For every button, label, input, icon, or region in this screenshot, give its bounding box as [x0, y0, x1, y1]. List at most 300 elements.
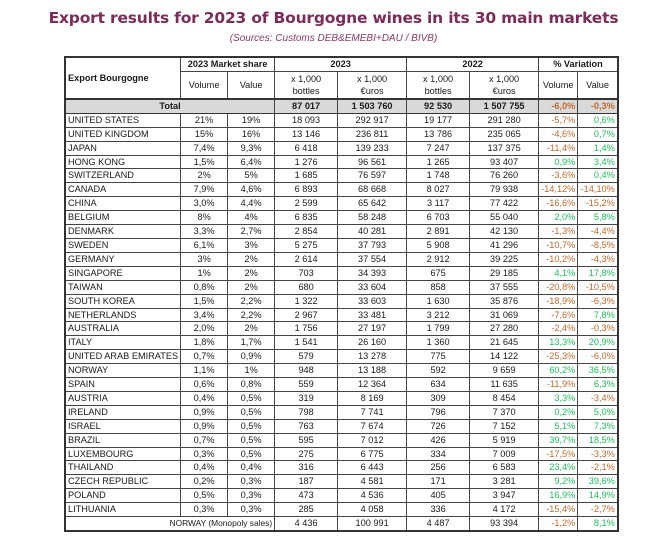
euros-2023: 33 481	[338, 308, 407, 322]
country-name: UNITED ARAB EMIRATES	[65, 350, 181, 364]
table-row	[65, 252, 618, 266]
share-value: 0,4%	[228, 461, 275, 475]
euros-2022: 137 375	[470, 141, 539, 155]
share-volume: 0,3%	[181, 503, 228, 517]
euros-2023: 6 775	[338, 447, 407, 461]
variation-value: -0,3%	[578, 322, 618, 336]
share-volume: 1,1%	[181, 364, 228, 378]
bottles-2022: 8 027	[407, 183, 470, 197]
table-row	[65, 238, 618, 252]
total-variation-value: -0,3%	[578, 99, 618, 113]
variation-value: 39,6%	[578, 475, 618, 489]
variation-value: 0,6%	[578, 113, 618, 127]
euros-2022: 4 172	[470, 503, 539, 517]
euros-2022: 31 069	[470, 308, 539, 322]
footer-euros-2022: 93 394	[470, 517, 539, 531]
share-volume: 3,3%	[181, 225, 228, 239]
euros-2022: 11 635	[470, 378, 539, 392]
table-row	[65, 169, 618, 183]
share-volume: 2,0%	[181, 322, 228, 336]
share-value: 2,7%	[228, 225, 275, 239]
bottles-2023: 703	[275, 266, 338, 280]
variation-value: 6,3%	[578, 378, 618, 392]
euros-2022: 8 454	[470, 391, 539, 405]
bottles-2023: 285	[275, 503, 338, 517]
country-name: DENMARK	[65, 225, 181, 239]
total-label: Total	[65, 99, 275, 113]
variation-volume: -5,7%	[539, 113, 578, 127]
bottles-2023: 1 756	[275, 322, 338, 336]
share-value: 2%	[228, 266, 275, 280]
table-row	[65, 405, 618, 419]
share-volume: 6,1%	[181, 238, 228, 252]
share-value: 0,8%	[228, 378, 275, 392]
euros-2022: 291 280	[470, 113, 539, 127]
share-value: 1,7%	[228, 336, 275, 350]
variation-volume: -1,3%	[539, 225, 578, 239]
bottles-2022: 334	[407, 447, 470, 461]
euros-2022: 35 876	[470, 294, 539, 308]
share-value: 0,3%	[228, 489, 275, 503]
bottles-2023: 948	[275, 364, 338, 378]
table-row	[65, 183, 618, 197]
bottles-2022: 1 630	[407, 294, 470, 308]
variation-volume: -20,8%	[539, 280, 578, 294]
euros-2022: 93 407	[470, 155, 539, 169]
share-value: 0,9%	[228, 350, 275, 364]
share-value: 5%	[228, 169, 275, 183]
table-row	[65, 280, 618, 294]
table-row	[65, 378, 618, 392]
share-volume: 1,8%	[181, 336, 228, 350]
table-row	[65, 113, 618, 127]
bottles-2023: 2 854	[275, 225, 338, 239]
euros-2022: 55 040	[470, 211, 539, 225]
euros-2022: 3 281	[470, 475, 539, 489]
variation-volume: -11,4%	[539, 141, 578, 155]
share-value: 6,4%	[228, 155, 275, 169]
euros-2022: 27 280	[470, 322, 539, 336]
share-volume: 7,4%	[181, 141, 228, 155]
footer-variation-value: 8,1%	[578, 517, 618, 531]
euros-2023: 4 581	[338, 475, 407, 489]
bottles-2023: 1 541	[275, 336, 338, 350]
share-value: 0,5%	[228, 419, 275, 433]
euros-2023: 27 197	[338, 322, 407, 336]
bottles-2023: 13 146	[275, 127, 338, 141]
share-volume: 0,2%	[181, 475, 228, 489]
euros-2022: 7 152	[470, 419, 539, 433]
country-name: SWEDEN	[65, 238, 181, 252]
country-name: JAPAN	[65, 141, 181, 155]
bottles-2022: 1 360	[407, 336, 470, 350]
bottles-2022: 592	[407, 364, 470, 378]
bottles-2023: 187	[275, 475, 338, 489]
bottles-2022: 5 908	[407, 238, 470, 252]
bottles-2022: 675	[407, 266, 470, 280]
euros-2023: 139 233	[338, 141, 407, 155]
share-volume: 3,4%	[181, 308, 228, 322]
euros-2022: 21 645	[470, 336, 539, 350]
bottles-2022: 2 891	[407, 225, 470, 239]
table-row	[65, 391, 618, 405]
share-volume: 7,9%	[181, 183, 228, 197]
bottles-2023: 559	[275, 378, 338, 392]
variation-volume: 13,3%	[539, 336, 578, 350]
euros-2023: 37 554	[338, 252, 407, 266]
share-volume: 2%	[181, 169, 228, 183]
share-value: 2,2%	[228, 294, 275, 308]
country-name: LUXEMBOURG	[65, 447, 181, 461]
country-name: POLAND	[65, 489, 181, 503]
euros-2023: 37 793	[338, 238, 407, 252]
bottles-2022: 3 117	[407, 197, 470, 211]
variation-volume-header: Volume	[539, 71, 578, 99]
euros-2023: 65 642	[338, 197, 407, 211]
variation-volume: -25,3%	[539, 350, 578, 364]
country-name: CANADA	[65, 183, 181, 197]
variation-value: -6,0%	[578, 350, 618, 364]
norway-monopoly-row	[65, 517, 618, 531]
euros-2023: 33 603	[338, 294, 407, 308]
country-name: LITHUANIA	[65, 503, 181, 517]
share-value: 9,3%	[228, 141, 275, 155]
share-value: 0,5%	[228, 447, 275, 461]
bottles-2022: 1 799	[407, 322, 470, 336]
variation-value: 20,9%	[578, 336, 618, 350]
share-volume: 0,7%	[181, 433, 228, 447]
bottles-2022-header: x 1,000 bottles	[407, 71, 470, 99]
variation-value: -8,5%	[578, 238, 618, 252]
bottles-2022: 256	[407, 461, 470, 475]
country-name: UNITED KINGDOM	[65, 127, 181, 141]
country-name: ITALY	[65, 336, 181, 350]
euros-2023: 13 188	[338, 364, 407, 378]
share-volume: 1%	[181, 266, 228, 280]
euros-2022: 9 659	[470, 364, 539, 378]
euros-2023: 33 604	[338, 280, 407, 294]
euros-2022: 14 122	[470, 350, 539, 364]
variation-value: 5,0%	[578, 405, 618, 419]
euros-2022: 7 009	[470, 447, 539, 461]
total-euros-2023: 1 503 760	[338, 99, 407, 113]
table-row	[65, 225, 618, 239]
bottles-2022: 726	[407, 419, 470, 433]
variation-volume: 23,4%	[539, 461, 578, 475]
euros-2023: 68 668	[338, 183, 407, 197]
euros-2023: 40 281	[338, 225, 407, 239]
euros-2022: 7 370	[470, 405, 539, 419]
share-volume-header: Volume	[181, 71, 228, 99]
variation-value: -4,3%	[578, 252, 618, 266]
variation-value: -6,3%	[578, 294, 618, 308]
euros-2023: 4 536	[338, 489, 407, 503]
euros-2022-header: x 1,000 €uros	[470, 71, 539, 99]
euros-2023: 96 561	[338, 155, 407, 169]
variation-value: 0,4%	[578, 169, 618, 183]
country-name: AUSTRALIA	[65, 322, 181, 336]
variation-value-header: Value	[578, 71, 618, 99]
euros-2023: 26 160	[338, 336, 407, 350]
bottles-2022: 1 748	[407, 169, 470, 183]
table-row	[65, 364, 618, 378]
table-row	[65, 419, 618, 433]
total-variation-volume: -6,0%	[539, 99, 578, 113]
variation-value: -2,1%	[578, 461, 618, 475]
bottles-2022: 13 786	[407, 127, 470, 141]
bottles-2022: 634	[407, 378, 470, 392]
country-name: AUSTRIA	[65, 391, 181, 405]
share-value: 0,5%	[228, 405, 275, 419]
share-volume: 0,5%	[181, 489, 228, 503]
variation-value: 7,8%	[578, 308, 618, 322]
bottles-2023: 275	[275, 447, 338, 461]
bottles-2023: 5 275	[275, 238, 338, 252]
share-volume: 0,4%	[181, 391, 228, 405]
table-row	[65, 294, 618, 308]
variation-volume: -10,7%	[539, 238, 578, 252]
total-bottles-2023: 87 017	[275, 99, 338, 113]
share-volume: 1,5%	[181, 294, 228, 308]
variation-volume: 60,2%	[539, 364, 578, 378]
share-volume: 21%	[181, 113, 228, 127]
share-value-header: Value	[228, 71, 275, 99]
total-euros-2022: 1 507 755	[470, 99, 539, 113]
share-value: 4,4%	[228, 197, 275, 211]
bottles-2022: 858	[407, 280, 470, 294]
bottles-2022: 796	[407, 405, 470, 419]
euros-2022: 41 296	[470, 238, 539, 252]
bottles-2022: 309	[407, 391, 470, 405]
country-name: CZECH REPUBLIC	[65, 475, 181, 489]
share-value: 2%	[228, 322, 275, 336]
variation-value: -4,4%	[578, 225, 618, 239]
euros-2022: 39 225	[470, 252, 539, 266]
variation-volume: 39,7%	[539, 433, 578, 447]
share-value: 19%	[228, 113, 275, 127]
euros-2022: 79 938	[470, 183, 539, 197]
table-row	[65, 197, 618, 211]
variation-volume: 16,9%	[539, 489, 578, 503]
bottles-2023-header: x 1,000 bottles	[275, 71, 338, 99]
footer-bottles-2023: 4 436	[275, 517, 338, 531]
euros-2023: 8 169	[338, 391, 407, 405]
bottles-2022: 171	[407, 475, 470, 489]
export-results-table	[64, 56, 619, 532]
variation-volume: -15,4%	[539, 503, 578, 517]
euros-2023: 292 917	[338, 113, 407, 127]
variation-volume: -17,5%	[539, 447, 578, 461]
euros-2023: 76 597	[338, 169, 407, 183]
variation-value: 7,3%	[578, 419, 618, 433]
euros-2023: 12 364	[338, 378, 407, 392]
euros-2023: 7 012	[338, 433, 407, 447]
bottles-2022: 775	[407, 350, 470, 364]
share-volume: 0,8%	[181, 280, 228, 294]
variation-volume: -10,2%	[539, 252, 578, 266]
share-value: 16%	[228, 127, 275, 141]
variation-volume: -16,6%	[539, 197, 578, 211]
euros-2023-header: x 1,000 €uros	[338, 71, 407, 99]
variation-value: 3,4%	[578, 155, 618, 169]
variation-value: -14,10%	[578, 183, 618, 197]
bottles-2023: 595	[275, 433, 338, 447]
bottles-2023: 6 418	[275, 141, 338, 155]
market-share-group-header: 2023 Market share	[181, 57, 275, 71]
share-value: 4,6%	[228, 183, 275, 197]
variation-volume: 0,2%	[539, 405, 578, 419]
euros-2022: 3 947	[470, 489, 539, 503]
footer-bottles-2022: 4 487	[407, 517, 470, 531]
total-bottles-2022: 92 530	[407, 99, 470, 113]
variation-value: -2,7%	[578, 503, 618, 517]
country-name: HONG KONG	[65, 155, 181, 169]
variation-volume: -7,6%	[539, 308, 578, 322]
bottles-2023: 6 835	[275, 211, 338, 225]
bottles-2023: 1 322	[275, 294, 338, 308]
country-name: CHINA	[65, 197, 181, 211]
variation-volume: 3,3%	[539, 391, 578, 405]
variation-value: 36,5%	[578, 364, 618, 378]
euros-2022: 6 583	[470, 461, 539, 475]
variation-value: 1,4%	[578, 141, 618, 155]
sources-subtitle: (Sources: Customs DEB&EMEBI+DAU / BIVB)	[229, 33, 438, 44]
table-row	[65, 141, 618, 155]
share-volume: 0,3%	[181, 447, 228, 461]
variation-value: 14,9%	[578, 489, 618, 503]
euros-2022: 76 260	[470, 169, 539, 183]
variation-value: -3,4%	[578, 391, 618, 405]
table-row	[65, 489, 618, 503]
variation-value: 18,5%	[578, 433, 618, 447]
bottles-2022: 336	[407, 503, 470, 517]
variation-value: 0,7%	[578, 127, 618, 141]
variation-value: -15,2%	[578, 197, 618, 211]
bottles-2023: 18 093	[275, 113, 338, 127]
page-title: Export results for 2023 of Bourgogne wines in its 30 main markets	[48, 9, 619, 27]
bottles-2022: 3 212	[407, 308, 470, 322]
bottles-2023: 473	[275, 489, 338, 503]
share-value: 2,2%	[228, 308, 275, 322]
variation-volume: 5,1%	[539, 419, 578, 433]
share-volume: 0,6%	[181, 378, 228, 392]
table-row	[65, 447, 618, 461]
table-row	[65, 211, 618, 225]
share-volume: 0,9%	[181, 419, 228, 433]
country-name: UNITED STATES	[65, 113, 181, 127]
share-volume: 0,7%	[181, 350, 228, 364]
share-volume: 0,4%	[181, 461, 228, 475]
bottles-2023: 763	[275, 419, 338, 433]
euros-2023: 7 741	[338, 405, 407, 419]
euros-2023: 58 248	[338, 211, 407, 225]
bottles-2022: 2 912	[407, 252, 470, 266]
euros-2023: 6 443	[338, 461, 407, 475]
year-2023-group-header: 2023	[275, 57, 407, 71]
euros-2022: 37 555	[470, 280, 539, 294]
country-name: GERMANY	[65, 252, 181, 266]
bottles-2023: 579	[275, 350, 338, 364]
table-row	[65, 308, 618, 322]
variation-volume: 4,1%	[539, 266, 578, 280]
variation-volume: 0,9%	[539, 155, 578, 169]
bottles-2023: 316	[275, 461, 338, 475]
table-row	[65, 433, 618, 447]
bottles-2023: 680	[275, 280, 338, 294]
country-name: SPAIN	[65, 378, 181, 392]
variation-volume: 2,0%	[539, 211, 578, 225]
year-2022-group-header: 2022	[407, 57, 539, 71]
variation-volume: 9,2%	[539, 475, 578, 489]
country-name: NETHERLANDS	[65, 308, 181, 322]
row-label-header: Export Bourgogne	[65, 57, 181, 99]
euros-2022: 235 065	[470, 127, 539, 141]
variation-group-header: % Variation	[539, 57, 618, 71]
variation-value: -3,3%	[578, 447, 618, 461]
bottles-2023: 1 685	[275, 169, 338, 183]
share-volume: 0,9%	[181, 405, 228, 419]
table-row	[65, 155, 618, 169]
variation-value: 5,8%	[578, 211, 618, 225]
country-name: SWITZERLAND	[65, 169, 181, 183]
footer-label: NORWAY (Monopoly sales)	[65, 517, 275, 531]
country-name: IRELAND	[65, 405, 181, 419]
bottles-2022: 19 177	[407, 113, 470, 127]
variation-volume: -11,9%	[539, 378, 578, 392]
share-value: 0,5%	[228, 391, 275, 405]
bottles-2022: 1 265	[407, 155, 470, 169]
share-value: 0,3%	[228, 475, 275, 489]
country-name: BELGIUM	[65, 211, 181, 225]
share-value: 0,3%	[228, 503, 275, 517]
footer-variation-volume: -1,2%	[539, 517, 578, 531]
table-row	[65, 266, 618, 280]
share-value: 2%	[228, 252, 275, 266]
share-value: 2%	[228, 280, 275, 294]
bottles-2023: 1 276	[275, 155, 338, 169]
bottles-2023: 2 967	[275, 308, 338, 322]
variation-volume: -18,9%	[539, 294, 578, 308]
euros-2023: 34 393	[338, 266, 407, 280]
table-row	[65, 336, 618, 350]
euros-2023: 236 811	[338, 127, 407, 141]
country-name: ISRAEL	[65, 419, 181, 433]
country-name: SOUTH KOREA	[65, 294, 181, 308]
share-value: 0,5%	[228, 433, 275, 447]
bottles-2023: 2 614	[275, 252, 338, 266]
euros-2023: 13 278	[338, 350, 407, 364]
table-row	[65, 461, 618, 475]
bottles-2022: 405	[407, 489, 470, 503]
euros-2022: 77 422	[470, 197, 539, 211]
total-row	[65, 99, 618, 113]
bottles-2023: 2 599	[275, 197, 338, 211]
variation-volume: -14,12%	[539, 183, 578, 197]
euros-2023: 7 674	[338, 419, 407, 433]
bottles-2022: 426	[407, 433, 470, 447]
variation-volume: -4,6%	[539, 127, 578, 141]
country-name: SINGAPORE	[65, 266, 181, 280]
variation-volume: -3,6%	[539, 169, 578, 183]
share-volume: 8%	[181, 211, 228, 225]
share-volume: 3%	[181, 252, 228, 266]
table-row	[65, 503, 618, 517]
euros-2022: 42 130	[470, 225, 539, 239]
euros-2022: 5 919	[470, 433, 539, 447]
share-value: 3%	[228, 238, 275, 252]
share-value: 4%	[228, 211, 275, 225]
table-row	[65, 127, 618, 141]
